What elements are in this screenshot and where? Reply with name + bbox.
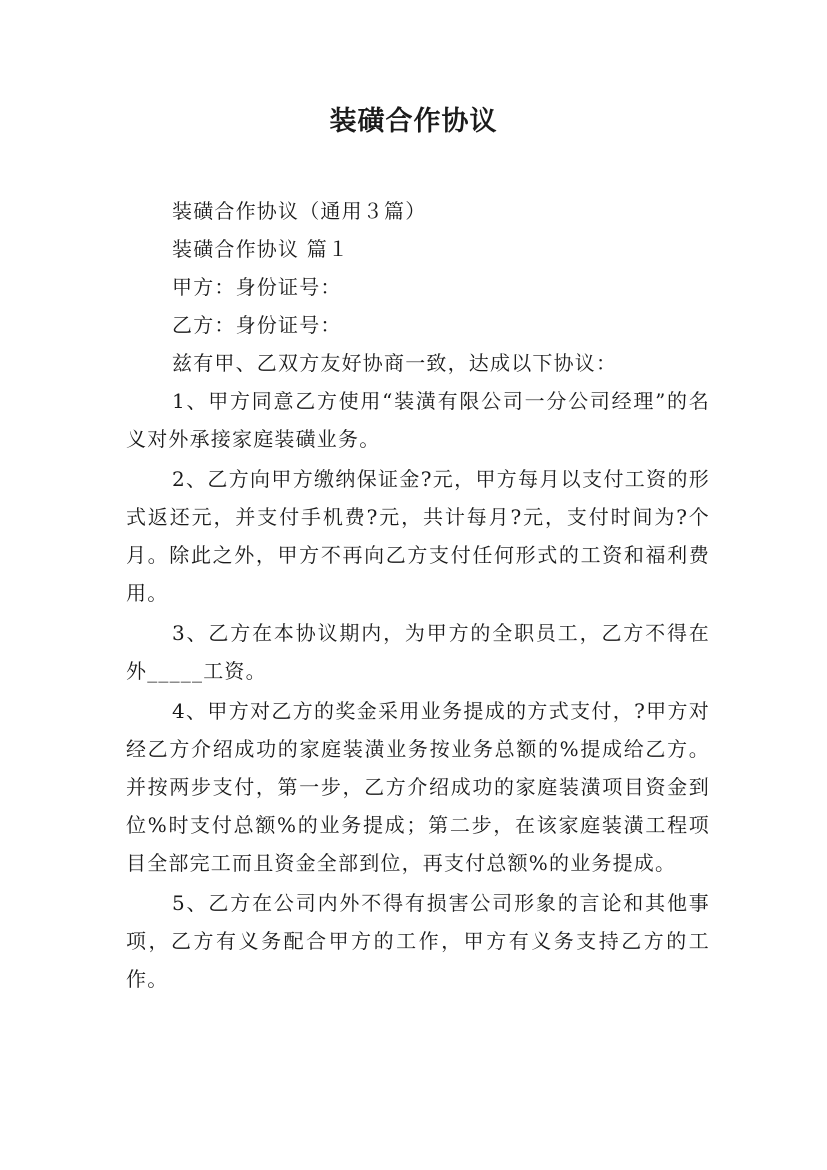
paragraph-party-a: 甲方：身份证号： — [172, 275, 342, 299]
clause-1: 1、甲方同意乙方使用“装潢有限公司一分公司经理”的名义对外承接家庭装磺业务。 — [126, 389, 710, 451]
clause-4: 4、甲方对乙方的奖金采用业务提成的方式支付，?甲方对经乙方介绍成功的家庭装潢业务按业务总额的%提成给乙方。并按两步支付，第一步，乙方介绍成功的家庭装潢项目资金到位%时支付总额%的业务提成；第二步，在该家庭装潢工程项目全部完工而且资金全部到位，再支付总额%的业务提成。 — [126, 699, 710, 875]
clause-3: 3、乙方在本协议期内，为甲方的全职员工，乙方不得在外_____工资。 — [126, 621, 710, 683]
clause-5: 5、乙方在公司内外不得有损害公司形象的言论和其他事项，乙方有义务配合甲方的工作，甲方有义务支持乙方的工作。 — [126, 891, 710, 991]
paragraph-section-heading: 装磺合作协议 篇１ — [172, 237, 350, 261]
clause-2: 2、乙方向甲方缴纳保证金?元，甲方每月以支付工资的形式返还元，并支付手机费?元，共计每月?元，支付时间为?个月。除此之外，甲方不再向乙方支付任何形式的工资和福利费用。 — [126, 467, 710, 605]
paragraph-subtitle: 装磺合作协议（通用３篇） — [172, 199, 427, 223]
document-body — [126, 192, 710, 998]
paragraph-party-b: 乙方：身份证号： — [172, 313, 342, 337]
document-title: 装磺合作协议 — [329, 106, 498, 137]
paragraph-preamble: 兹有甲、乙双方友好协商一致，达成以下协议： — [172, 351, 618, 375]
